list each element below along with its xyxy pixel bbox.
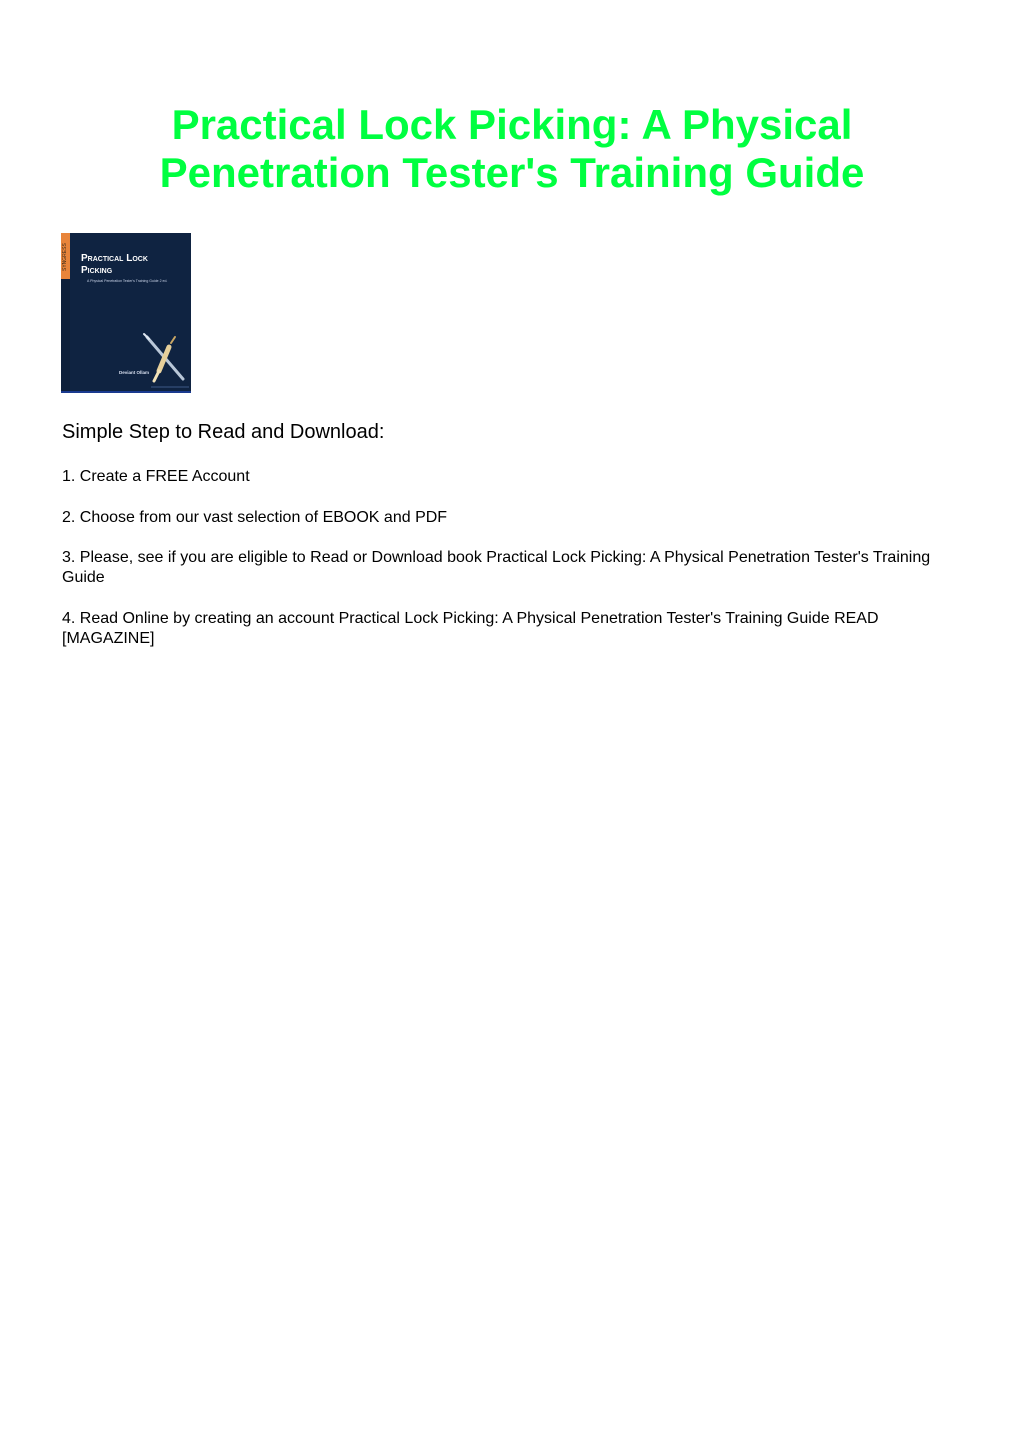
cover-subtitle: A Physical Penetration Tester's Training Guide 2 ed.	[87, 279, 168, 283]
crossed-lockpicks-icon	[141, 329, 191, 391]
step-item: 1. Create a FREE Account	[62, 468, 250, 485]
section-heading: Simple Step to Read and Download:	[62, 421, 385, 443]
cover-publisher-label: SYNGRESS	[62, 243, 68, 271]
book-cover-image	[61, 233, 191, 393]
step-item: 3. Please, see if you are eligible to Read or Download book Practical Lock Picking: A Physical Penetration Tester's Training Guide	[62, 549, 931, 586]
cover-title-line-2: Picking	[81, 265, 113, 276]
cover-author: Deviant Ollam	[119, 370, 150, 375]
step-item: 4. Read Online by creating an account Practical Lock Picking: A Physical Penetration Tester's Training Guide READ [MAGAZINE]	[62, 610, 879, 647]
step-item: 2. Choose from our vast selection of EBOOK and PDF	[62, 509, 448, 526]
cover-title-line-1: Practical Lock	[81, 253, 148, 264]
page-title: Practical Lock Picking: A Physical Penetration Tester's Training Guide	[159, 101, 865, 196]
